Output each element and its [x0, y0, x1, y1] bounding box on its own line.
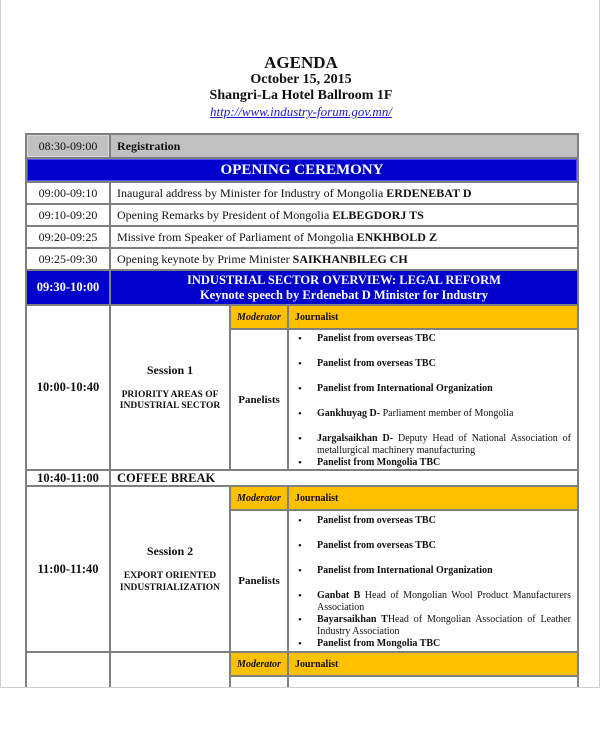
panelist-name: Ganbat B	[317, 590, 361, 601]
table-row	[26, 204, 578, 226]
list-item	[317, 515, 571, 527]
panelist-name: Jargalsaikhan D-	[317, 433, 394, 444]
moderator-label: Moderator	[230, 652, 288, 676]
session-subtitle: EXPORT ORIENTED INDUSTRIALIZATION	[119, 571, 221, 593]
opening-ceremony-banner: OPENING CEREMONY	[26, 158, 578, 182]
sector-title-cell	[110, 270, 578, 305]
list-item	[317, 408, 571, 420]
time-cell: 09:25-09:30	[26, 248, 110, 270]
session-time: 10:00-10:40	[26, 305, 110, 470]
panelist-list	[295, 333, 571, 469]
panelists-label: Panelists	[230, 510, 288, 652]
panelists-cell	[288, 676, 578, 688]
panelist-name: Bayarsaikhan T	[317, 614, 388, 625]
list-item	[317, 433, 571, 457]
item-text: Inaugural address by Minister for Industry of Mongolia	[117, 185, 387, 200]
panelist-name: Panelist from International Organization	[317, 565, 493, 576]
opening-ceremony-banner-row	[26, 158, 578, 182]
speaker-name: ENKHBOLD Z	[356, 229, 437, 244]
panelist-list	[295, 515, 571, 650]
event-url-link[interactable]: http://www.industry-forum.gov.mn/	[210, 104, 392, 119]
agenda-table	[25, 133, 579, 688]
panelists-cell	[288, 510, 578, 652]
coffee-time: 10:40-11:00	[26, 470, 110, 486]
item-text: Opening Remarks by President of Mongolia	[117, 207, 333, 222]
panelists-label	[230, 676, 288, 688]
coffee-break-row	[26, 470, 578, 486]
agenda-header	[1, 53, 600, 120]
sector-time: 09:30-10:00	[26, 270, 110, 305]
moderator-value: Journalist	[288, 486, 578, 510]
item-cell	[110, 248, 578, 270]
time-cell: 09:00-09:10	[26, 182, 110, 204]
speaker-name: ELBEGDORJ TS	[332, 207, 424, 222]
panelist-desc: Head of Mongolian Association of Leather Industry Association	[317, 614, 572, 637]
coffee-label: COFFEE BREAK	[110, 470, 578, 486]
registration-row	[26, 134, 578, 158]
item-text: Opening keynote by Prime Minister	[117, 251, 293, 266]
panelist-name: Panelist from overseas TBC	[317, 358, 436, 369]
time-cell: 08:30-09:00	[26, 134, 110, 158]
item-cell	[110, 182, 578, 204]
speaker-name: ERDENEBAT D	[386, 185, 472, 200]
panelist-desc: Head of Mongolian Wool Product Manufacturers Association	[317, 590, 572, 613]
sector-overview-row	[26, 270, 578, 305]
session-subtitle: PRIORITY AREAS OF INDUSTRIAL SECTOR	[119, 389, 221, 411]
moderator-value: Journalist	[288, 305, 578, 329]
panelist-desc: Deputy Head of National Association of metallurgical machinery manufacturing	[317, 433, 572, 456]
list-item	[317, 590, 571, 614]
time-cell: 09:20-09:25	[26, 226, 110, 248]
session-info	[110, 652, 230, 688]
session-title: Session 1	[146, 362, 194, 377]
list-item	[317, 358, 571, 370]
sector-title: INDUSTRIAL SECTOR OVERVIEW: LEGAL REFORM	[187, 272, 501, 287]
sector-keynote: Keynote speech by Erdenebat D Minister for Industry	[199, 287, 489, 302]
list-item	[317, 614, 571, 638]
session-time	[26, 652, 110, 688]
session-1-moderator-row	[26, 305, 578, 329]
panelist-name: Panelist from International Organization	[317, 383, 493, 394]
session-3-moderator-row	[26, 652, 578, 676]
panelist-name: Panelist from overseas TBC	[317, 333, 436, 344]
panelist-name: Panelist from overseas TBC	[317, 515, 436, 526]
list-item	[317, 333, 571, 345]
table-row	[26, 182, 578, 204]
panelist-desc: Parliament member of Mongolia	[380, 408, 514, 419]
panelists-cell	[288, 329, 578, 470]
table-row	[26, 248, 578, 270]
moderator-label: Moderator	[230, 305, 288, 329]
list-item	[317, 457, 571, 469]
moderator-value: Journalist	[288, 652, 578, 676]
item-text: Missive from Speaker of Parliament of Mongolia	[117, 229, 357, 244]
panelist-name: Panelist from overseas TBC	[317, 540, 436, 551]
page-title: AGENDA	[264, 53, 338, 72]
panelists-label: Panelists	[230, 329, 288, 470]
table-row	[26, 226, 578, 248]
event-date: October 15, 2015	[250, 72, 352, 87]
session-2-moderator-row	[26, 486, 578, 510]
session-time: 11:00-11:40	[26, 486, 110, 652]
list-item	[317, 565, 571, 577]
list-item	[317, 540, 571, 552]
event-venue: Shangri-La Hotel Ballroom 1F	[209, 88, 393, 103]
item-cell	[110, 204, 578, 226]
panelist-name: Panelist from Mongolia TBC	[317, 457, 441, 468]
moderator-label: Moderator	[230, 486, 288, 510]
item-cell	[110, 226, 578, 248]
session-title: Session 2	[146, 544, 194, 558]
time-cell: 09:10-09:20	[26, 204, 110, 226]
speaker-name: SAIKHANBILEG CH	[292, 251, 408, 266]
panelist-name: Panelist from Mongolia TBC	[317, 638, 441, 649]
session-info	[110, 486, 230, 652]
list-item	[317, 383, 571, 395]
session-info	[110, 305, 230, 470]
list-item	[317, 638, 571, 650]
registration-label: Registration	[110, 134, 578, 158]
panelist-name: Gankhuyag D-	[317, 408, 381, 419]
